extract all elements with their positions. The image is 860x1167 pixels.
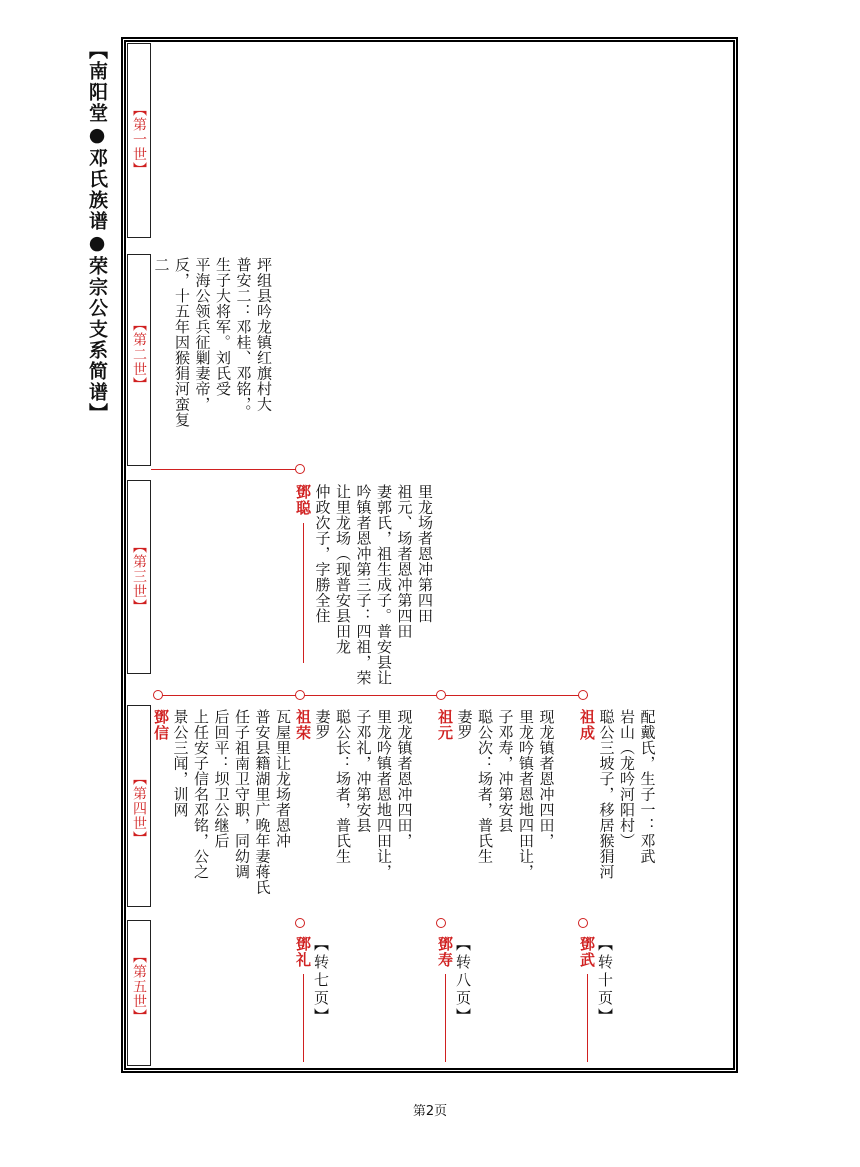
generation-2-box <box>127 254 151 466</box>
gen4-bio-text-1: 瓦屋里让龙场者恩冲 普安县籍湖里广晚年妻蒋氏 任子祖南卫守职，同幼调 后回平：坝卫公继后 上任安子信名邓铭，公之 景公三闻，训网 <box>171 709 292 895</box>
gen4-bio-text-2: 现龙镇者恩冲四田， 里龙吟镇者恩地四田让， 子邓礼，冲第安县 聪公长：场者，普氏生 妻罗 <box>313 709 414 880</box>
gen5-person-name-1: 鄧礼 <box>294 936 312 968</box>
gen4-node-dot-3 <box>436 690 446 700</box>
gen4-person-name-1: 鄧信 <box>152 709 170 741</box>
generation-3-label: 【第三世】 <box>131 539 147 614</box>
gen2-connector-line <box>151 469 297 470</box>
gen3-vertical-line <box>303 523 304 663</box>
gen2-bio-text: 坪组县吟龙镇红旗村大 普安二：邓桂、邓铭，。 生子大将军。刘氏受 平海公领兵征剿妻帝， 反，十五年因猴狷河蛮复 二 <box>152 257 273 428</box>
gen4-node-dot-4 <box>578 690 588 700</box>
gen4-bio-text-3: 现龙镇者恩冲四田， 里龙吟镇者恩地四田让， 子邓寿，冲第安县 聪公次：场者，普氏生 妻罗 <box>455 709 556 880</box>
generation-1-label: 【第一世】 <box>131 102 147 177</box>
gen4-person-name-2: 祖荣 <box>294 709 312 741</box>
gen5-person-name-2: 鄧寿 <box>436 936 454 968</box>
generation-2-label: 【第二世】 <box>131 317 147 392</box>
gen5-turn-note-3: 【转十页】 <box>596 936 614 1026</box>
gen5-turn-note-1: 【转七页】 <box>312 936 330 1026</box>
gen4-bio-text-4: 配戴氏，生子一：邓武 岩山（龙吟河阳村） 聪公三坡子，移居猴狷河 <box>597 709 657 880</box>
generation-1-box <box>127 43 151 238</box>
gen5-vertical-line-2 <box>445 974 446 1062</box>
gen5-node-dot-2 <box>436 918 446 928</box>
gen5-node-dot-1 <box>295 918 305 928</box>
gen5-vertical-line-3 <box>587 974 588 1062</box>
gen3-bio-text: 里龙场者恩冲第四田 祖元、场者恩冲第四田 妻郭氏，祖生成子。普安县让 吟镇者恩冲第三子：四祖，荣 让里龙场（现普安县田龙 仲政次子，字勝全住 <box>313 484 434 686</box>
gen3-node-dot <box>295 464 305 474</box>
gen5-turn-note-2: 【转八页】 <box>454 936 472 1026</box>
gen3-person-name: 鄧聪 <box>294 484 312 516</box>
gen4-person-name-3: 祖元 <box>436 709 454 741</box>
generation-5-box <box>127 920 151 1066</box>
generation-3-box <box>127 480 151 674</box>
generation-5-label: 【第五世】 <box>131 949 147 1024</box>
gen4-person-name-4: 祖成 <box>578 709 596 741</box>
gen5-person-name-3: 鄧武 <box>578 936 596 968</box>
document-title: 【南阳堂●邓氏族谱●荣宗公支系简谱】 <box>86 40 108 424</box>
gen5-node-dot-3 <box>578 918 588 928</box>
gen5-vertical-line-1 <box>303 974 304 1062</box>
generation-4-box <box>127 705 151 907</box>
page-number: 第2页 <box>412 1104 448 1119</box>
generation-4-label: 【第四世】 <box>131 771 147 846</box>
gen4-connector-line <box>158 695 588 696</box>
gen4-node-dot-1 <box>153 690 163 700</box>
gen4-node-dot-2 <box>295 690 305 700</box>
